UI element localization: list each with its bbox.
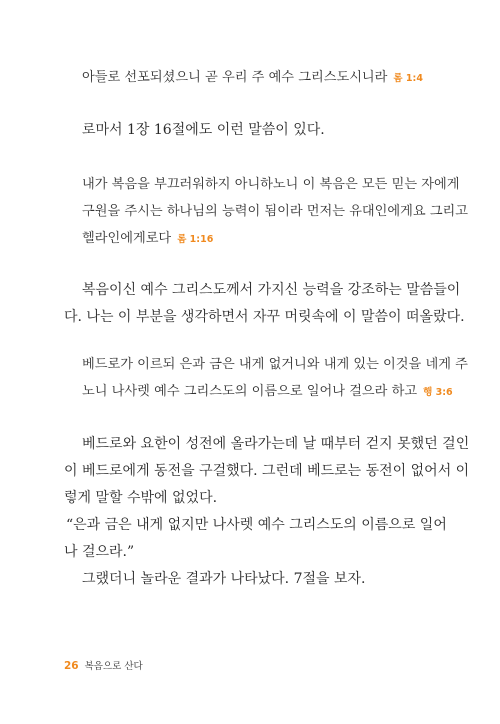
- scripture-quote-3-line-2: [82, 385, 453, 398]
- quote-text: 노니 나사렛 예수 그리스도의 이름으로 일어나 걸으라 하고: [82, 384, 418, 399]
- paragraph-1-line-1: 로마서 1장 16절에도 이런 말씀이 있다.: [82, 122, 325, 138]
- paragraph-3-line-3: 렇게 말할 수밖에 없었다.: [64, 490, 218, 506]
- scripture-quote-2-line-1: 내가 복음을 부끄러워하지 아니하노니 이 복음은 모든 믿는 자에게: [82, 177, 460, 192]
- paragraph-3-line-6: 그랬더니 놀라운 결과가 나타났다. 7절을 보자.: [82, 571, 366, 587]
- verse-reference: 행 3:6: [423, 387, 453, 398]
- paragraph-3-line-4: “은과 금은 내게 없지만 나사렛 예수 그리스도의 이름으로 일어: [66, 517, 447, 533]
- paragraph-2-line-2: 다. 나는 이 부분을 생각하면서 자꾸 머릿속에 이 말씀이 떠올랐다.: [64, 309, 465, 325]
- scripture-quote-2-line-3: [82, 232, 213, 245]
- page-number: 26: [64, 660, 79, 672]
- quote-text: 아들로 선포되셨으니 곧 우리 주 예수 그리스도시니라: [82, 70, 388, 85]
- scripture-quote-3-line-1: 베드로가 이르되 은과 금은 내게 없거니와 내게 있는 이것을 네게 주: [82, 357, 468, 372]
- book-title: 복음으로 산다: [84, 661, 143, 672]
- verse-reference: 롬 1:16: [177, 234, 214, 245]
- verse-reference: 롬 1:4: [393, 73, 423, 84]
- scripture-quote-2-line-2: 구원을 주시는 하나님의 능력이 됨이라 먼저는 유대인에게요 그리고: [82, 204, 469, 219]
- quote-text: 헬라인에게로다: [82, 231, 172, 246]
- paragraph-3-line-2: 이 베드로에게 동전을 구걸했다. 그런데 베드로는 동전이 없어서 이: [64, 463, 470, 479]
- paragraph-3-line-5: 나 걸으라.”: [64, 544, 135, 560]
- page-footer: [64, 654, 143, 673]
- scripture-quote-1: [82, 71, 423, 84]
- paragraph-2-line-1: 복음이신 예수 그리스도께서 가지신 능력을 강조하는 말씀들이: [82, 282, 461, 298]
- paragraph-3-line-1: 베드로와 요한이 성전에 올라가는데 날 때부터 걷지 못했던 걸인: [82, 436, 470, 452]
